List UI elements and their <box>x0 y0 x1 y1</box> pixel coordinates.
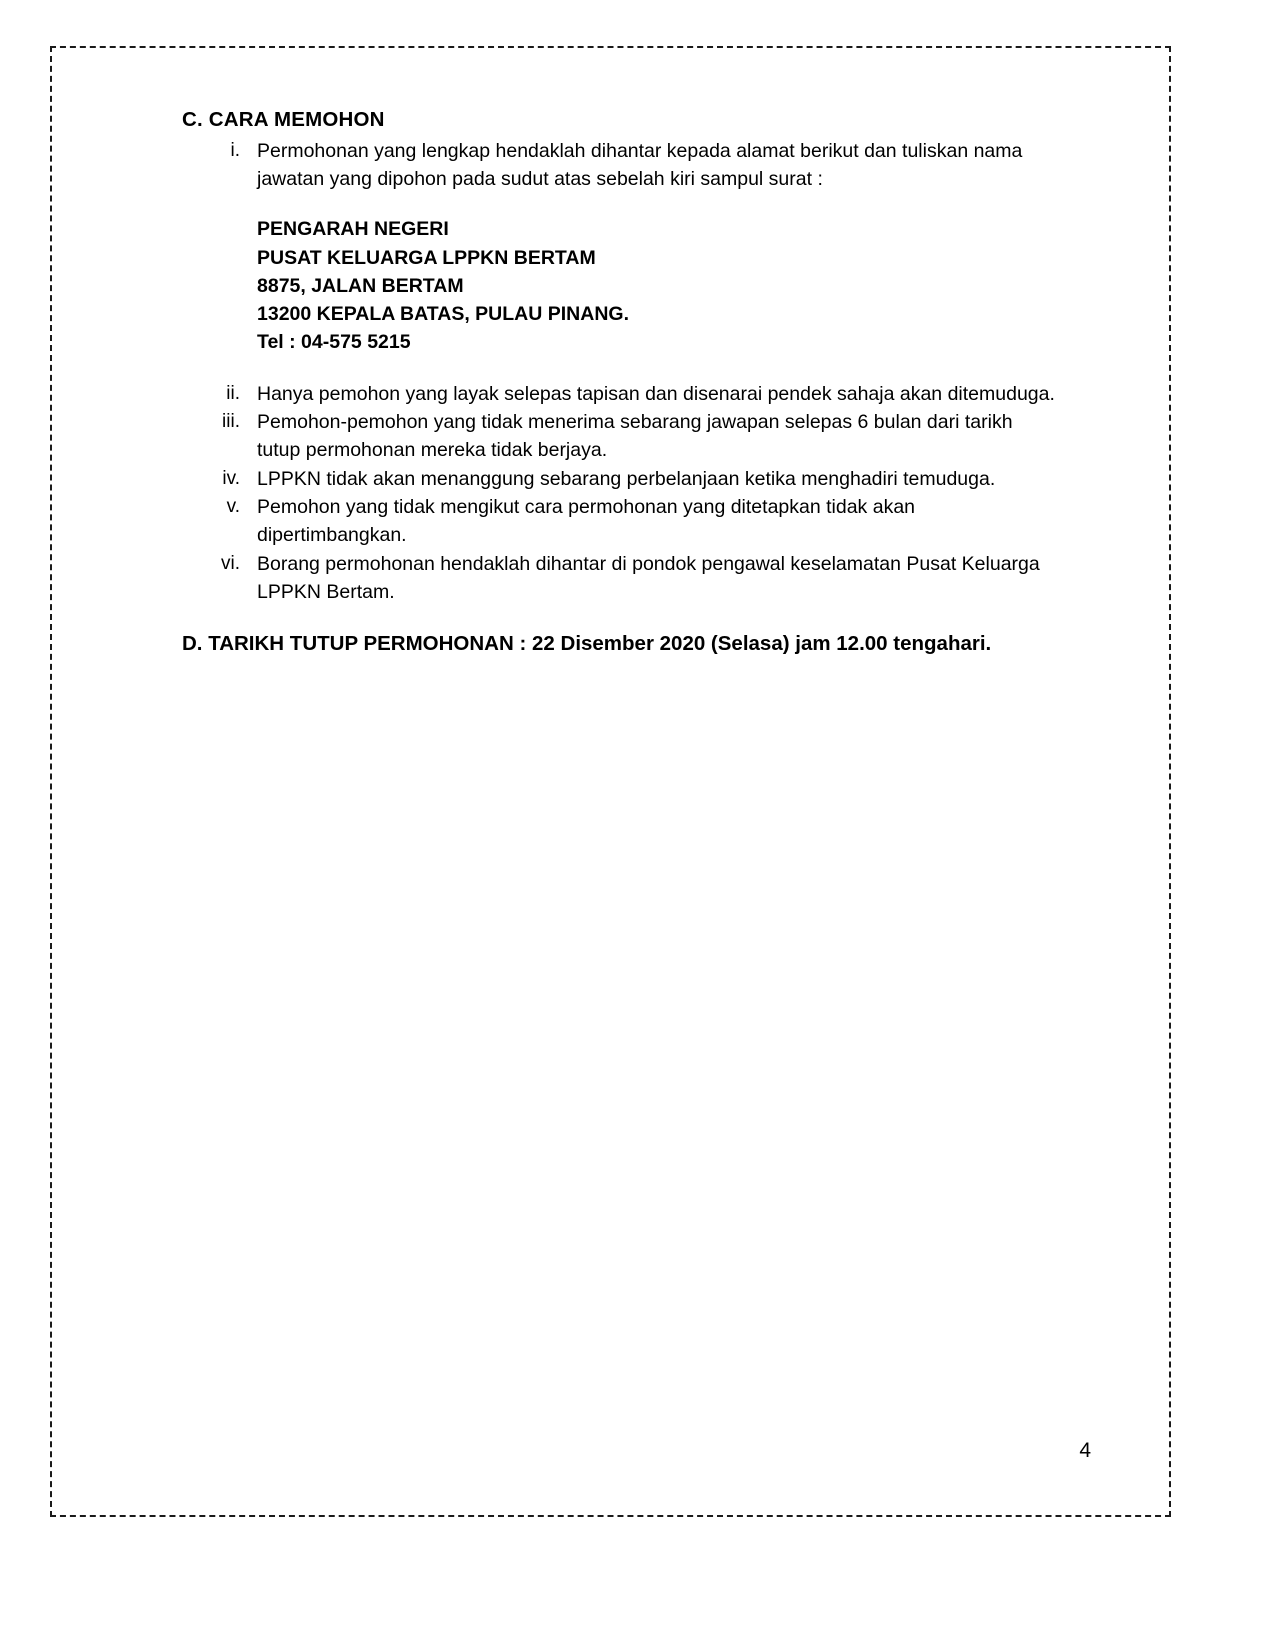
list-item-marker: v. <box>226 496 240 518</box>
numbered-list-part-2 <box>182 381 1057 607</box>
section-heading-tarikh-tutup: D. TARIKH TUTUP PERMOHONAN : 22 Disember 2020 (Selasa) jam 12.00 tengahari. <box>182 632 992 656</box>
list-item <box>182 381 1057 409</box>
list-item-marker: iii. <box>222 411 240 433</box>
address-block <box>182 215 1057 356</box>
list-item-marker: i. <box>230 140 240 161</box>
list-item-text: Pemohon-pemohon yang tidak menerima sebarang jawapan selepas 6 bulan dari tarikh tutup permohonan mereka tidak berjaya. <box>257 411 1013 462</box>
address-line-1: PENGARAH NEGERI <box>257 218 449 241</box>
list-item-text: Borang permohonan hendaklah dihantar di pondok pengawal keselamatan Pusat Keluarga LPPKN Bertam. <box>257 552 1040 603</box>
address-line-4: 13200 KEPALA BATAS, PULAU PINANG. <box>257 303 630 326</box>
list-item-text: LPPKN tidak akan menanggung sebarang perbelanjaan ketika menghadiri temuduga. <box>257 467 996 490</box>
list-item-text: Pemohon yang tidak mengikut cara permohonan yang ditetapkan tidak akan dipertimbangkan. <box>257 496 916 547</box>
page-number: 4 <box>1079 1439 1091 1462</box>
address-phone: Tel : 04-575 5215 <box>257 331 411 354</box>
document-content <box>182 108 1057 656</box>
document-page <box>50 46 1171 1517</box>
list-item-marker: ii. <box>226 382 240 404</box>
list-item-text: Hanya pemohon yang layak selepas tapisan dan disenarai pendek sahaja akan ditemuduga. <box>257 382 1055 405</box>
section-heading-cara-memohon: C. CARA MEMOHON <box>182 108 385 131</box>
list-item-text: Permohonan yang lengkap hendaklah dihantar kepada alamat berikut dan tuliskan nama jawatan yang dipohon pada sudut atas sebelah kiri sampul surat : <box>257 140 1023 190</box>
numbered-list-part-1 <box>182 138 1057 193</box>
list-item-marker: iv. <box>222 467 240 489</box>
list-item <box>182 494 1057 549</box>
list-item <box>182 551 1057 606</box>
list-item-marker: vi. <box>221 552 240 574</box>
address-line-3: 8875, JALAN BERTAM <box>257 274 464 297</box>
list-item <box>182 466 1057 494</box>
list-item <box>182 409 1057 464</box>
list-item <box>182 138 1057 193</box>
address-line-2: PUSAT KELUARGA LPPKN BERTAM <box>257 246 596 269</box>
